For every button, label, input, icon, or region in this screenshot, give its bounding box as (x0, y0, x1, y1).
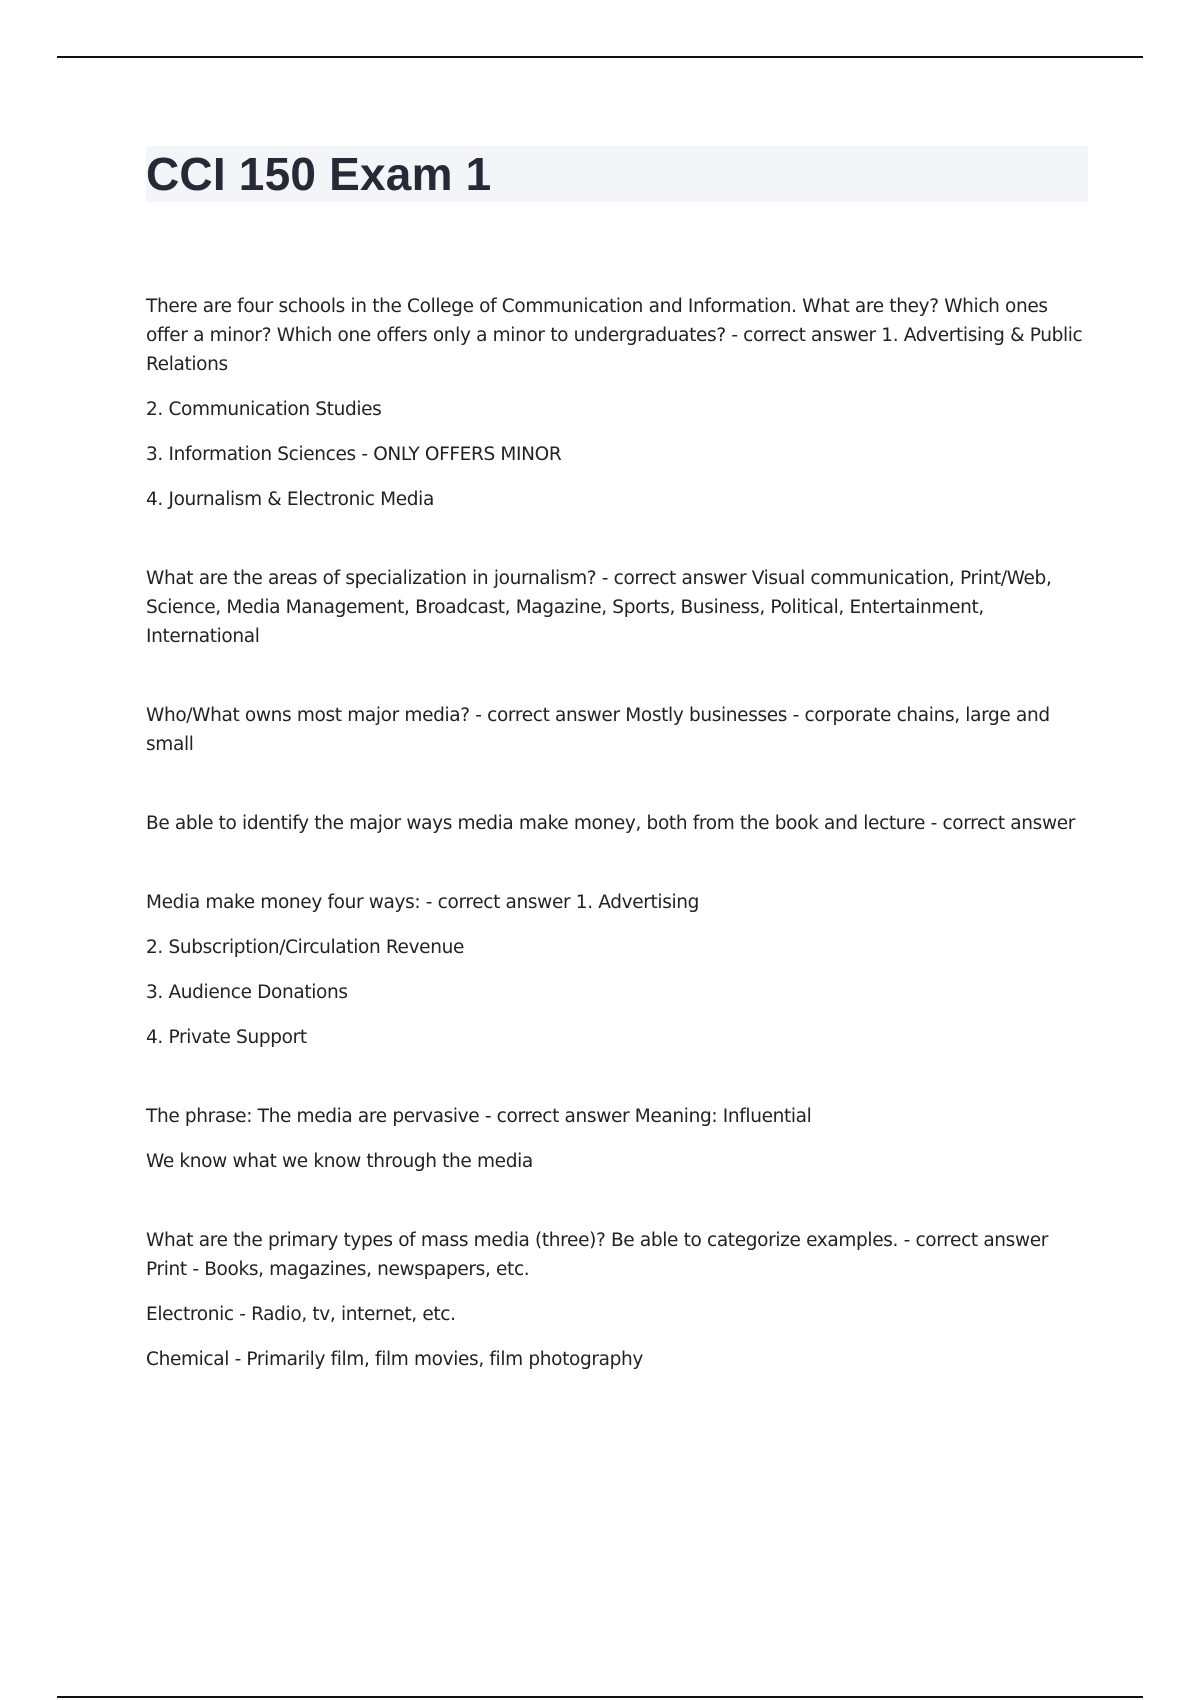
answer-line: 3. Information Sciences - ONLY OFFERS MINOR (146, 444, 562, 465)
answer-line: 2. Subscription/Circulation Revenue (146, 937, 464, 958)
qa-block-specialization (146, 564, 1086, 651)
answer-line: 3. Audience Donations (146, 982, 348, 1003)
top-rule (57, 56, 1143, 58)
answer-line: Chemical - Primarily film, film movies, film photography (146, 1349, 643, 1370)
question-text: What are the areas of specialization in journalism? - correct answer Visual communication, Print/Web, Science, Media Management, Broadcast, Magazine, Sports, Business, Political, Entertainment, International (146, 568, 1052, 647)
answer-line: We know what we know through the media (146, 1151, 533, 1172)
document-body (146, 292, 1086, 1424)
question-text: There are four schools in the College of Communication and Information. What are they? Which ones offer a minor? Which one offers only a minor to undergraduates? - correct answer 1. Advertising & Public Relations (146, 296, 1083, 375)
answer-line: Electronic - Radio, tv, internet, etc. (146, 1304, 456, 1325)
answer-line: 4. Journalism & Electronic Media (146, 489, 434, 510)
question-text: Who/What owns most major media? - correct answer Mostly businesses - corporate chains, large and small (146, 705, 1050, 755)
qa-block-media-types (146, 1226, 1086, 1374)
qa-block-ownership (146, 701, 1086, 759)
question-text: Media make money four ways: - correct answer 1. Advertising (146, 892, 700, 913)
answer-line: 4. Private Support (146, 1027, 307, 1048)
question-text: Be able to identify the major ways media make money, both from the book and lecture - correct answer (146, 813, 1076, 834)
question-text: The phrase: The media are pervasive - correct answer Meaning: Influential (146, 1106, 812, 1127)
page-title: CCI 150 Exam 1 (146, 148, 492, 200)
question-text: What are the primary types of mass media (three)? Be able to categorize examples. - correct answer Print - Books, magazines, newspapers, etc. (146, 1230, 1049, 1280)
qa-block-schools (146, 292, 1086, 514)
bottom-rule (57, 1696, 1143, 1698)
qa-block-money-ways (146, 809, 1086, 838)
qa-block-pervasive (146, 1102, 1086, 1176)
answer-line: 2. Communication Studies (146, 399, 382, 420)
qa-block-four-ways (146, 888, 1086, 1052)
